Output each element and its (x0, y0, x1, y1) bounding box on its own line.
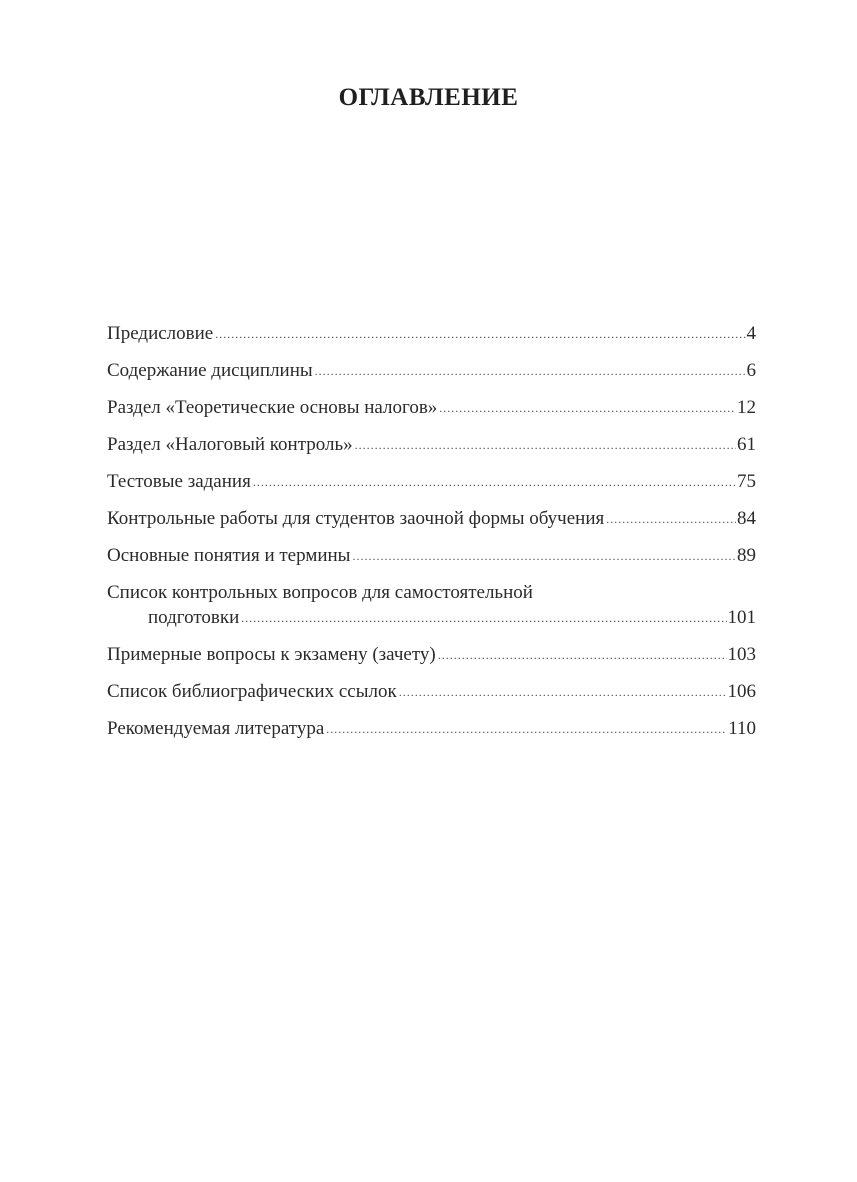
dot-leader (253, 468, 736, 497)
table-of-contents (107, 319, 756, 751)
toc-line (107, 504, 756, 535)
toc-entry (107, 393, 756, 430)
toc-page-number: 110 (728, 718, 756, 739)
toc-page-number: 75 (737, 471, 756, 492)
toc-line (107, 356, 756, 387)
toc-line (107, 640, 756, 671)
toc-entry (107, 714, 756, 751)
toc-entry-title: Тестовые задания (107, 471, 251, 492)
toc-entry-title: Содержание дисциплины (107, 360, 313, 381)
toc-entry (107, 504, 756, 541)
toc-page-number: 4 (746, 323, 756, 344)
toc-entry (107, 356, 756, 393)
toc-page-number: 106 (727, 681, 756, 702)
toc-entry-title: Список контрольных вопросов для самостоятельной (107, 582, 533, 603)
toc-entry (107, 430, 756, 467)
toc-entry (107, 578, 756, 640)
dot-leader (399, 678, 727, 707)
toc-entry-title: Рекомендуемая литература (107, 718, 325, 739)
dot-leader (352, 542, 736, 571)
toc-entry-title: Раздел «Теоретические основы налогов» (107, 397, 438, 418)
toc-page-number: 101 (727, 607, 756, 628)
toc-entry-title: Контрольные работы для студентов заочной формы обучения (107, 508, 605, 529)
toc-line (107, 467, 756, 498)
dot-leader (241, 604, 726, 633)
toc-line (107, 319, 756, 350)
toc-line (107, 430, 756, 461)
toc-page-number: 12 (737, 397, 756, 418)
toc-entry (107, 541, 756, 578)
toc-entry (107, 467, 756, 504)
toc-page-number: 84 (737, 508, 756, 529)
dot-leader (606, 505, 736, 534)
dot-leader (215, 320, 745, 349)
toc-entry-title-continuation: подготовки (148, 607, 240, 628)
toc-entry-title: Основные понятия и термины (107, 545, 351, 566)
toc-entry-title: Предисловие (107, 323, 214, 344)
dot-leader (315, 357, 746, 386)
dot-leader (439, 394, 736, 423)
toc-page-number: 61 (737, 434, 756, 455)
page-title: ОГЛАВЛЕНИЕ (338, 84, 519, 111)
toc-line (107, 714, 756, 745)
dot-leader (438, 641, 727, 670)
toc-line (107, 541, 756, 572)
dot-leader (355, 431, 736, 460)
toc-entry-title: Раздел «Налоговый контроль» (107, 434, 353, 455)
toc-line (107, 677, 756, 708)
toc-page-number: 6 (746, 360, 756, 381)
toc-entry-title: Примерные вопросы к экзамену (зачету) (107, 644, 436, 665)
toc-line (107, 393, 756, 424)
toc-entry (107, 319, 756, 356)
dot-leader (326, 715, 727, 744)
toc-page-number: 89 (737, 545, 756, 566)
toc-entry-title: Список библиографических ссылок (107, 681, 397, 702)
toc-page-number: 103 (727, 644, 756, 665)
toc-entry (107, 640, 756, 677)
toc-line-continuation (107, 603, 756, 634)
toc-entry (107, 677, 756, 714)
